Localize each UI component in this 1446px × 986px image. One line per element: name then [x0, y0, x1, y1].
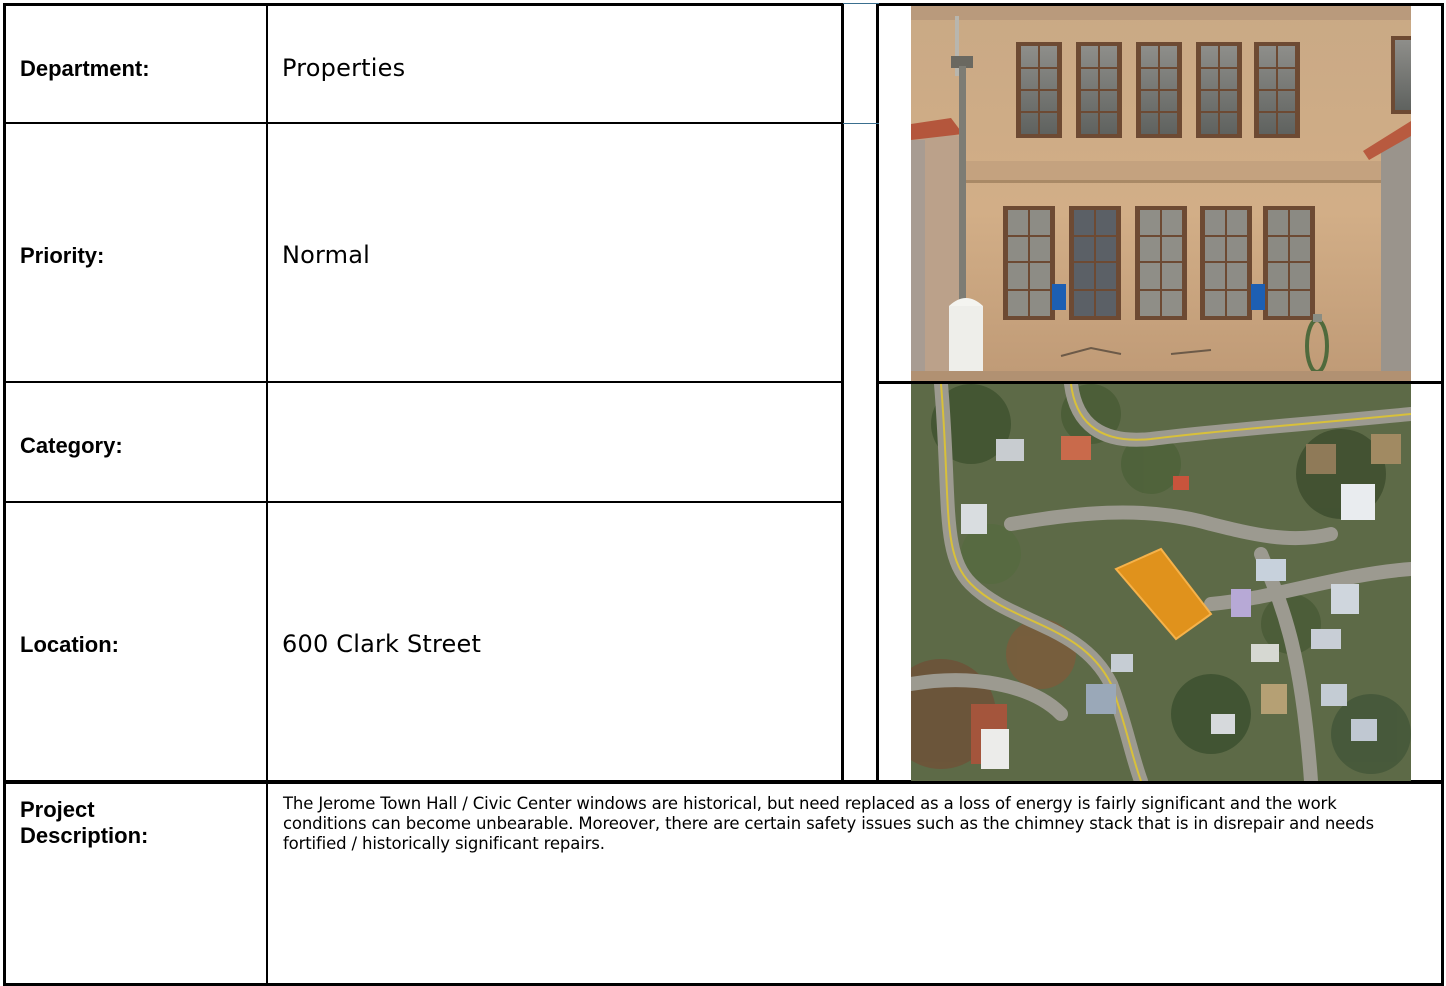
row-divider-2 — [3, 381, 843, 383]
aerial-map — [911, 384, 1411, 781]
aerial-map-svg — [911, 384, 1411, 781]
parking-sign-2 — [1251, 284, 1265, 310]
description-label-line1: Project — [20, 797, 95, 822]
spacer-column-line-2 — [843, 3, 879, 4]
spacer-column-line — [843, 123, 879, 124]
table-border-left — [3, 3, 6, 985]
location-value: 600 Clark Street — [282, 630, 482, 658]
department-value: Properties — [282, 54, 406, 82]
location-label: Location: — [20, 632, 119, 657]
building-photo — [911, 6, 1411, 381]
priority-label: Priority: — [20, 243, 105, 268]
mailbox — [949, 306, 983, 381]
table-border-right — [1441, 3, 1444, 986]
department-label: Department: — [20, 56, 150, 81]
field-column-right-border — [841, 3, 844, 783]
category-label: Category: — [20, 433, 123, 458]
image-column-left-border — [876, 3, 879, 783]
row-divider-3 — [3, 501, 843, 503]
priority-value: Normal — [282, 241, 371, 269]
table-border-top — [3, 3, 843, 6]
parking-sign-1 — [1052, 284, 1066, 310]
row-divider-1 — [3, 122, 843, 124]
description-label-line2: Description: — [20, 823, 149, 848]
building-photo-svg — [911, 6, 1411, 381]
description-text: The Jerome Town Hall / Civic Center windows are historical, but need replaced as a loss of energy is fairly significant and the work conditions can become unbearable. Moreover, there are certain safety issues such as the chimney stack that is in disrepair and needs fortified / historically significant repairs. — [283, 794, 1374, 853]
description-label — [20, 797, 148, 849]
label-column-divider — [266, 3, 268, 986]
